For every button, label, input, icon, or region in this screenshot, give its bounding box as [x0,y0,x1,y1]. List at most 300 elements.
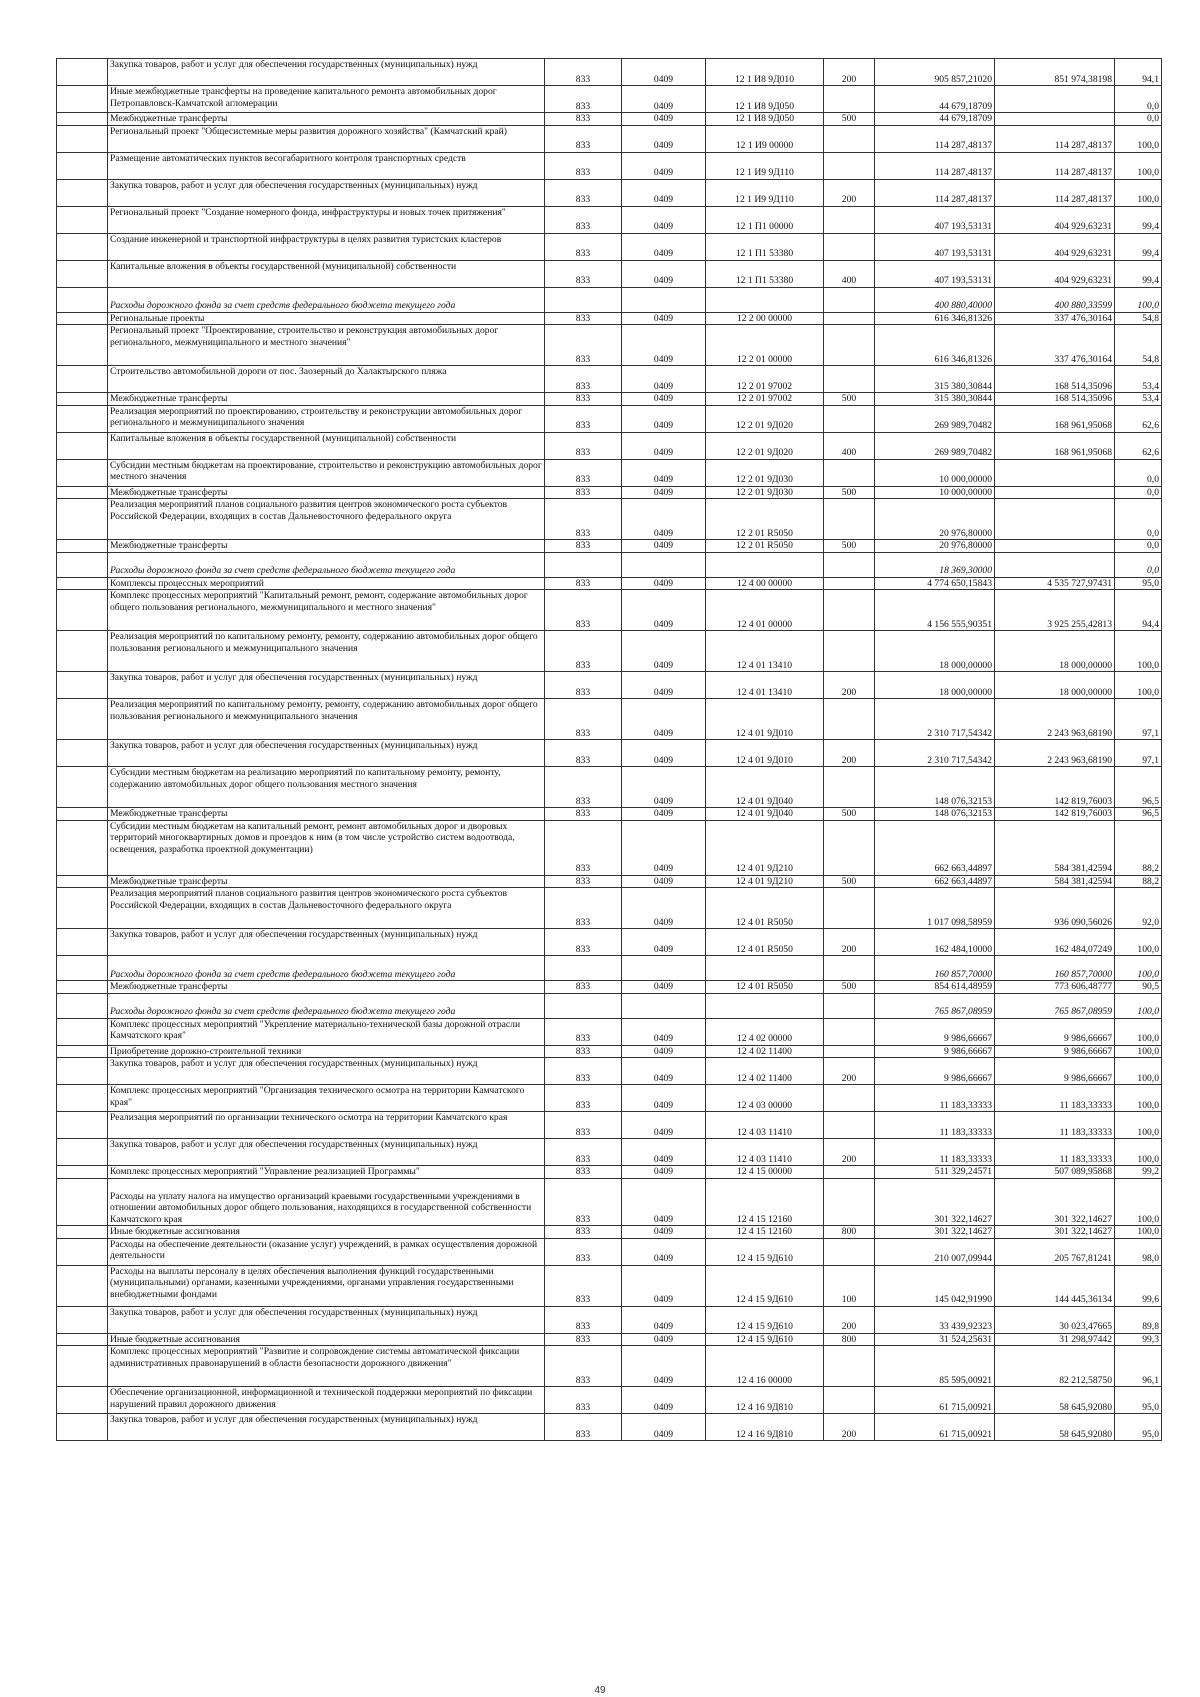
row-name-cell: Комплекс процессных мероприятий "Управление реализацией Программы" [108,1166,545,1179]
row-grbs-cell: 833 [545,405,622,432]
row-type-cell [824,1166,875,1179]
row-percent-cell: 89,8 [1115,1306,1162,1333]
row-marker-cell [57,125,108,152]
row-name-cell: Межбюджетные трансферты [108,393,545,406]
row-executed-cell: 4 535 727,97431 [995,577,1115,590]
table-row [57,672,1162,699]
row-percent-cell: 100,0 [1115,287,1162,312]
row-executed-cell: 773 606,48777 [995,981,1115,994]
row-section-cell: 0409 [622,740,706,767]
row-code-cell: 12 2 01 97002 [706,393,824,406]
row-section-cell: 0409 [622,113,706,126]
row-marker-cell [57,312,108,325]
row-assigned-cell: 148 076,32153 [875,808,995,821]
row-type-cell: 200 [824,179,875,206]
row-code-cell: 12 4 16 9Д810 [706,1414,824,1441]
row-code-cell: 12 4 01 13410 [706,672,824,699]
row-grbs-cell: 833 [545,672,622,699]
row-percent-cell: 95,0 [1115,1387,1162,1414]
row-code-cell [706,287,824,312]
row-percent-cell: 96,5 [1115,767,1162,808]
row-marker-cell [57,540,108,553]
row-marker-cell [57,590,108,631]
row-marker-cell [57,875,108,888]
row-type-cell [824,1346,875,1387]
row-executed-cell: 205 767,81241 [995,1238,1115,1265]
table-row [57,206,1162,233]
table-row [57,125,1162,152]
row-type-cell [824,325,875,366]
row-type-cell: 100 [824,1265,875,1306]
row-marker-cell [57,552,108,577]
table-row [57,929,1162,956]
row-type-cell: 200 [824,1414,875,1441]
row-marker-cell [57,1265,108,1306]
row-percent-cell: 100,0 [1115,152,1162,179]
row-percent-cell: 97,1 [1115,740,1162,767]
row-type-cell [824,888,875,929]
row-type-cell: 200 [824,1306,875,1333]
row-code-cell: 12 2 01 R5050 [706,499,824,540]
row-percent-cell: 100,0 [1115,1139,1162,1166]
row-assigned-cell: 160 857,70000 [875,956,995,981]
row-executed-cell: 168 514,35096 [995,366,1115,393]
row-marker-cell [57,59,108,86]
row-type-cell: 500 [824,981,875,994]
row-percent-cell: 100,0 [1115,956,1162,981]
row-code-cell: 12 2 01 9Д030 [706,459,824,486]
row-grbs-cell: 833 [545,113,622,126]
row-assigned-cell: 616 346,81326 [875,312,995,325]
row-name-cell: Расходы на уплату налога на имущество организаций краевыми государственными учреждениями в отношении автомобильных дорог общего пользования, находящихся в государственной собственности Камчатского края [108,1178,545,1226]
row-code-cell: 12 4 02 00000 [706,1018,824,1045]
row-type-cell: 200 [824,59,875,86]
row-name-cell: Закупка товаров, работ и услуг для обеспечения государственных (муниципальных) нужд [108,179,545,206]
row-executed-cell: 168 961,95068 [995,432,1115,459]
row-grbs-cell: 833 [545,1226,622,1239]
row-grbs-cell: 833 [545,1306,622,1333]
row-section-cell: 0409 [622,577,706,590]
row-grbs-cell: 833 [545,59,622,86]
row-type-cell: 400 [824,260,875,287]
row-name-cell: Межбюджетные трансферты [108,113,545,126]
row-executed-cell: 114 287,48137 [995,152,1115,179]
row-marker-cell [57,233,108,260]
row-assigned-cell: 44 679,18709 [875,86,995,113]
row-name-cell: Реализация мероприятий планов социального развития центров экономического роста субъектов Российской Федерации, входящих в состав Дальневосточного федерального округа [108,888,545,929]
row-percent-cell: 95,0 [1115,1414,1162,1441]
row-grbs-cell: 833 [545,1018,622,1045]
row-section-cell: 0409 [622,1387,706,1414]
table-row [57,499,1162,540]
row-grbs-cell [545,993,622,1018]
row-percent-cell: 100,0 [1115,631,1162,672]
row-code-cell: 12 4 03 11410 [706,1139,824,1166]
row-executed-cell [995,459,1115,486]
row-percent-cell: 97,1 [1115,699,1162,740]
row-marker-cell [57,993,108,1018]
row-section-cell: 0409 [622,59,706,86]
row-grbs-cell: 833 [545,1112,622,1139]
row-grbs-cell: 833 [545,459,622,486]
row-executed-cell: 142 819,76003 [995,767,1115,808]
row-code-cell: 12 1 И8 9Д010 [706,59,824,86]
row-marker-cell [57,672,108,699]
row-section-cell: 0409 [622,1058,706,1085]
row-percent-cell: 53,4 [1115,393,1162,406]
row-name-cell: Субсидии местным бюджетам на проектирование, строительство и реконструкцию автомобильных дорог местного значения [108,459,545,486]
row-code-cell: 12 2 00 00000 [706,312,824,325]
row-marker-cell [57,1058,108,1085]
table-row [57,590,1162,631]
row-grbs-cell: 833 [545,179,622,206]
table-row [57,1085,1162,1112]
row-marker-cell [57,1306,108,1333]
row-grbs-cell: 833 [545,590,622,631]
row-type-cell: 400 [824,432,875,459]
row-section-cell: 0409 [622,767,706,808]
row-section-cell: 0409 [622,875,706,888]
row-percent-cell: 99,4 [1115,206,1162,233]
row-executed-cell: 507 089,95868 [995,1166,1115,1179]
row-grbs-cell: 833 [545,432,622,459]
row-code-cell: 12 4 03 11410 [706,1112,824,1139]
row-assigned-cell: 10 000,00000 [875,486,995,499]
row-marker-cell [57,1346,108,1387]
row-name-cell: Межбюджетные трансферты [108,875,545,888]
row-marker-cell [57,459,108,486]
table-row [57,1387,1162,1414]
row-percent-cell: 96,5 [1115,808,1162,821]
row-name-cell: Региональный проект "Общесистемные меры развития дорожного хозяйства" (Камчатский край) [108,125,545,152]
row-type-cell [824,552,875,577]
row-executed-cell [995,552,1115,577]
row-executed-cell: 162 484,07249 [995,929,1115,956]
row-marker-cell [57,820,108,875]
row-marker-cell [57,577,108,590]
row-name-cell: Межбюджетные трансферты [108,808,545,821]
row-assigned-cell: 162 484,10000 [875,929,995,956]
row-section-cell: 0409 [622,366,706,393]
row-grbs-cell: 833 [545,260,622,287]
row-name-cell: Комплекс процессных мероприятий "Укрепление материально-технической базы дорожной отрасли Камчатского края" [108,1018,545,1045]
row-marker-cell [57,1226,108,1239]
row-marker-cell [57,1166,108,1179]
table-row [57,152,1162,179]
row-type-cell [824,699,875,740]
row-percent-cell: 95,0 [1115,577,1162,590]
row-name-cell: Субсидии местным бюджетам на реализацию мероприятий по капитальному ремонту, ремонту, содержанию автомобильных дорог общего пользования местного значения [108,767,545,808]
row-assigned-cell: 662 663,44897 [875,875,995,888]
table-row [57,820,1162,875]
row-executed-cell: 400 880,33599 [995,287,1115,312]
row-grbs-cell: 833 [545,767,622,808]
row-percent-cell: 94,4 [1115,590,1162,631]
row-marker-cell [57,1333,108,1346]
row-executed-cell: 11 183,33333 [995,1139,1115,1166]
row-executed-cell: 144 445,36134 [995,1265,1115,1306]
row-code-cell: 12 4 16 00000 [706,1346,824,1387]
row-code-cell: 12 2 01 00000 [706,325,824,366]
row-section-cell: 0409 [622,1333,706,1346]
row-executed-cell: 3 925 255,42813 [995,590,1115,631]
table-row [57,86,1162,113]
row-code-cell [706,993,824,1018]
row-code-cell: 12 1 И9 9Д110 [706,179,824,206]
row-marker-cell [57,366,108,393]
row-type-cell [824,767,875,808]
row-percent-cell: 62,6 [1115,405,1162,432]
table-row [57,767,1162,808]
row-grbs-cell: 833 [545,981,622,994]
row-type-cell [824,993,875,1018]
row-grbs-cell: 833 [545,366,622,393]
row-name-cell: Субсидии местным бюджетам на капитальный ремонт, ремонт автомобильных дорог и дворовых территорий многоквартирных домов и проездов к ним (в том числе устройство систем водоотвода, освещения, разработка проектной документации) [108,820,545,875]
row-percent-cell: 100,0 [1115,1058,1162,1085]
row-section-cell: 0409 [622,888,706,929]
row-percent-cell: 88,2 [1115,875,1162,888]
row-name-cell: Капитальные вложения в объекты государственной (муниципальной) собственности [108,432,545,459]
row-marker-cell [57,179,108,206]
row-section-cell: 0409 [622,1178,706,1226]
row-section-cell: 0409 [622,1414,706,1441]
row-type-cell [824,1387,875,1414]
row-percent-cell: 100,0 [1115,672,1162,699]
table-row [57,631,1162,672]
row-marker-cell [57,86,108,113]
row-grbs-cell: 833 [545,699,622,740]
row-marker-cell [57,1018,108,1045]
row-executed-cell [995,540,1115,553]
row-name-cell: Закупка товаров, работ и услуг для обеспечения государственных (муниципальных) нужд [108,1058,545,1085]
row-code-cell: 12 4 15 00000 [706,1166,824,1179]
row-type-cell: 200 [824,740,875,767]
row-section-cell: 0409 [622,260,706,287]
row-grbs-cell: 833 [545,393,622,406]
row-code-cell: 12 1 П1 53380 [706,233,824,260]
row-code-cell: 12 4 15 12160 [706,1178,824,1226]
row-section-cell: 0409 [622,1226,706,1239]
table-row [57,1045,1162,1058]
table-row [57,1333,1162,1346]
row-type-cell [824,1178,875,1226]
row-type-cell [824,1085,875,1112]
row-grbs-cell [545,552,622,577]
row-executed-cell: 584 381,42594 [995,875,1115,888]
row-marker-cell [57,260,108,287]
row-section-cell: 0409 [622,1265,706,1306]
row-assigned-cell: 407 193,53131 [875,206,995,233]
row-type-cell [824,956,875,981]
row-code-cell: 12 1 И9 00000 [706,125,824,152]
row-grbs-cell: 833 [545,125,622,152]
table-row [57,233,1162,260]
row-grbs-cell: 833 [545,86,622,113]
row-marker-cell [57,808,108,821]
row-assigned-cell: 407 193,53131 [875,260,995,287]
row-grbs-cell: 833 [545,1238,622,1265]
table-row [57,981,1162,994]
row-code-cell: 12 4 16 9Д810 [706,1387,824,1414]
row-name-cell: Закупка товаров, работ и услуг для обеспечения государственных (муниципальных) нужд [108,740,545,767]
row-percent-cell: 100,0 [1115,125,1162,152]
row-assigned-cell: 11 183,33333 [875,1085,995,1112]
row-assigned-cell: 11 183,33333 [875,1139,995,1166]
row-type-cell [824,1045,875,1058]
row-percent-cell: 100,0 [1115,1085,1162,1112]
row-name-cell: Реализация мероприятий по капитальному ремонту, ремонту, содержанию автомобильных дорог общего пользования регионального и межмуниципального значения [108,631,545,672]
row-grbs-cell: 833 [545,152,622,179]
row-percent-cell: 99,2 [1115,1166,1162,1179]
row-code-cell [706,956,824,981]
row-grbs-cell: 833 [545,1166,622,1179]
row-assigned-cell: 9 986,66667 [875,1058,995,1085]
row-executed-cell: 765 867,08959 [995,993,1115,1018]
row-percent-cell: 100,0 [1115,179,1162,206]
row-grbs-cell: 833 [545,820,622,875]
row-assigned-cell: 18 000,00000 [875,672,995,699]
row-assigned-cell: 10 000,00000 [875,459,995,486]
row-executed-cell: 160 857,70000 [995,956,1115,981]
table-row [57,59,1162,86]
row-executed-cell [995,486,1115,499]
row-name-cell: Межбюджетные трансферты [108,540,545,553]
row-grbs-cell: 833 [545,888,622,929]
row-name-cell: Строительство автомобильной дороги от пос. Заозерный до Халактырского пляжа [108,366,545,393]
row-percent-cell: 92,0 [1115,888,1162,929]
row-executed-cell [995,113,1115,126]
row-executed-cell: 168 961,95068 [995,405,1115,432]
row-marker-cell [57,405,108,432]
row-percent-cell: 53,4 [1115,366,1162,393]
row-type-cell [824,405,875,432]
row-percent-cell: 96,1 [1115,1346,1162,1387]
row-assigned-cell: 44 679,18709 [875,113,995,126]
row-assigned-cell: 662 663,44897 [875,820,995,875]
row-name-cell: Закупка товаров, работ и услуг для обеспечения государственных (муниципальных) нужд [108,1306,545,1333]
row-percent-cell: 0,0 [1115,459,1162,486]
row-type-cell: 500 [824,540,875,553]
row-marker-cell [57,1139,108,1166]
row-marker-cell [57,1085,108,1112]
row-type-cell [824,152,875,179]
row-section-cell: 0409 [622,486,706,499]
row-section-cell: 0409 [622,405,706,432]
row-grbs-cell: 833 [545,1414,622,1441]
row-assigned-cell: 31 524,25631 [875,1333,995,1346]
row-section-cell: 0409 [622,1166,706,1179]
row-assigned-cell: 11 183,33333 [875,1112,995,1139]
row-assigned-cell: 269 989,70482 [875,405,995,432]
row-name-cell: Региональный проект "Создание номерного фонда, инфраструктуры и новых точек притяжения" [108,206,545,233]
row-name-cell: Комплексы процессных мероприятий [108,577,545,590]
row-marker-cell [57,499,108,540]
row-section-cell: 0409 [622,929,706,956]
row-name-cell: Расходы дорожного фонда за счет средств федерального бюджета текущего года [108,287,545,312]
row-grbs-cell: 833 [545,740,622,767]
row-name-cell: Капитальные вложения в объекты государственной (муниципальной) собственности [108,260,545,287]
row-assigned-cell: 269 989,70482 [875,432,995,459]
row-executed-cell: 9 986,66667 [995,1058,1115,1085]
row-grbs-cell: 833 [545,233,622,260]
row-assigned-cell: 407 193,53131 [875,233,995,260]
budget-table [56,58,1162,1441]
row-executed-cell: 11 183,33333 [995,1112,1115,1139]
row-marker-cell [57,152,108,179]
row-code-cell: 12 4 01 13410 [706,631,824,672]
table-row [57,1112,1162,1139]
row-percent-cell: 88,2 [1115,820,1162,875]
row-grbs-cell: 833 [545,499,622,540]
row-name-cell: Межбюджетные трансферты [108,486,545,499]
row-section-cell [622,956,706,981]
row-executed-cell: 404 929,63231 [995,260,1115,287]
row-executed-cell: 337 476,30164 [995,325,1115,366]
row-executed-cell: 851 974,38198 [995,59,1115,86]
row-code-cell: 12 4 01 R5050 [706,888,824,929]
row-assigned-cell: 145 042,91990 [875,1265,995,1306]
table-row [57,459,1162,486]
row-grbs-cell: 833 [545,1333,622,1346]
row-name-cell: Комплекс процессных мероприятий "Организация технического осмотра на территории Камчатского края" [108,1085,545,1112]
row-percent-cell: 54,8 [1115,312,1162,325]
row-section-cell: 0409 [622,179,706,206]
row-executed-cell: 114 287,48137 [995,179,1115,206]
table-row [57,179,1162,206]
row-marker-cell [57,740,108,767]
federal-fund-row [57,993,1162,1018]
row-assigned-cell: 9 986,66667 [875,1018,995,1045]
row-executed-cell: 2 243 963,68190 [995,740,1115,767]
row-section-cell: 0409 [622,1112,706,1139]
row-section-cell: 0409 [622,1018,706,1045]
row-code-cell: 12 1 И8 9Д050 [706,113,824,126]
row-name-cell: Обеспечение организационной, информационной и технической поддержки мероприятий по фиксации нарушений правил дорожного движения [108,1387,545,1414]
row-assigned-cell: 315 380,30844 [875,393,995,406]
row-section-cell: 0409 [622,459,706,486]
row-percent-cell: 100,0 [1115,1178,1162,1226]
row-code-cell: 12 2 01 R5050 [706,540,824,553]
table-row [57,1346,1162,1387]
table-row [57,1226,1162,1239]
row-grbs-cell: 833 [545,929,622,956]
row-marker-cell [57,393,108,406]
row-grbs-cell: 833 [545,1139,622,1166]
row-marker-cell [57,325,108,366]
row-type-cell: 200 [824,929,875,956]
row-type-cell [824,125,875,152]
row-name-cell: Иные межбюджетные трансферты на проведение капитального ремонта автомобильных дорог Петропавловск-Камчатской агломерации [108,86,545,113]
row-percent-cell: 62,6 [1115,432,1162,459]
row-percent-cell: 100,0 [1115,929,1162,956]
row-assigned-cell: 400 880,40000 [875,287,995,312]
row-section-cell: 0409 [622,1238,706,1265]
row-grbs-cell: 833 [545,808,622,821]
row-name-cell: Иные бюджетные ассигнования [108,1226,545,1239]
row-executed-cell: 11 183,33333 [995,1085,1115,1112]
row-name-cell: Закупка товаров, работ и услуг для обеспечения государственных (муниципальных) нужд [108,929,545,956]
row-section-cell: 0409 [622,233,706,260]
row-grbs-cell: 833 [545,1265,622,1306]
row-assigned-cell: 33 439,92323 [875,1306,995,1333]
row-executed-cell: 404 929,63231 [995,206,1115,233]
row-marker-cell [57,956,108,981]
row-section-cell [622,993,706,1018]
row-code-cell: 12 4 01 9Д210 [706,820,824,875]
row-grbs-cell: 833 [545,206,622,233]
row-grbs-cell: 833 [545,325,622,366]
row-name-cell: Иные бюджетные ассигнования [108,1333,545,1346]
